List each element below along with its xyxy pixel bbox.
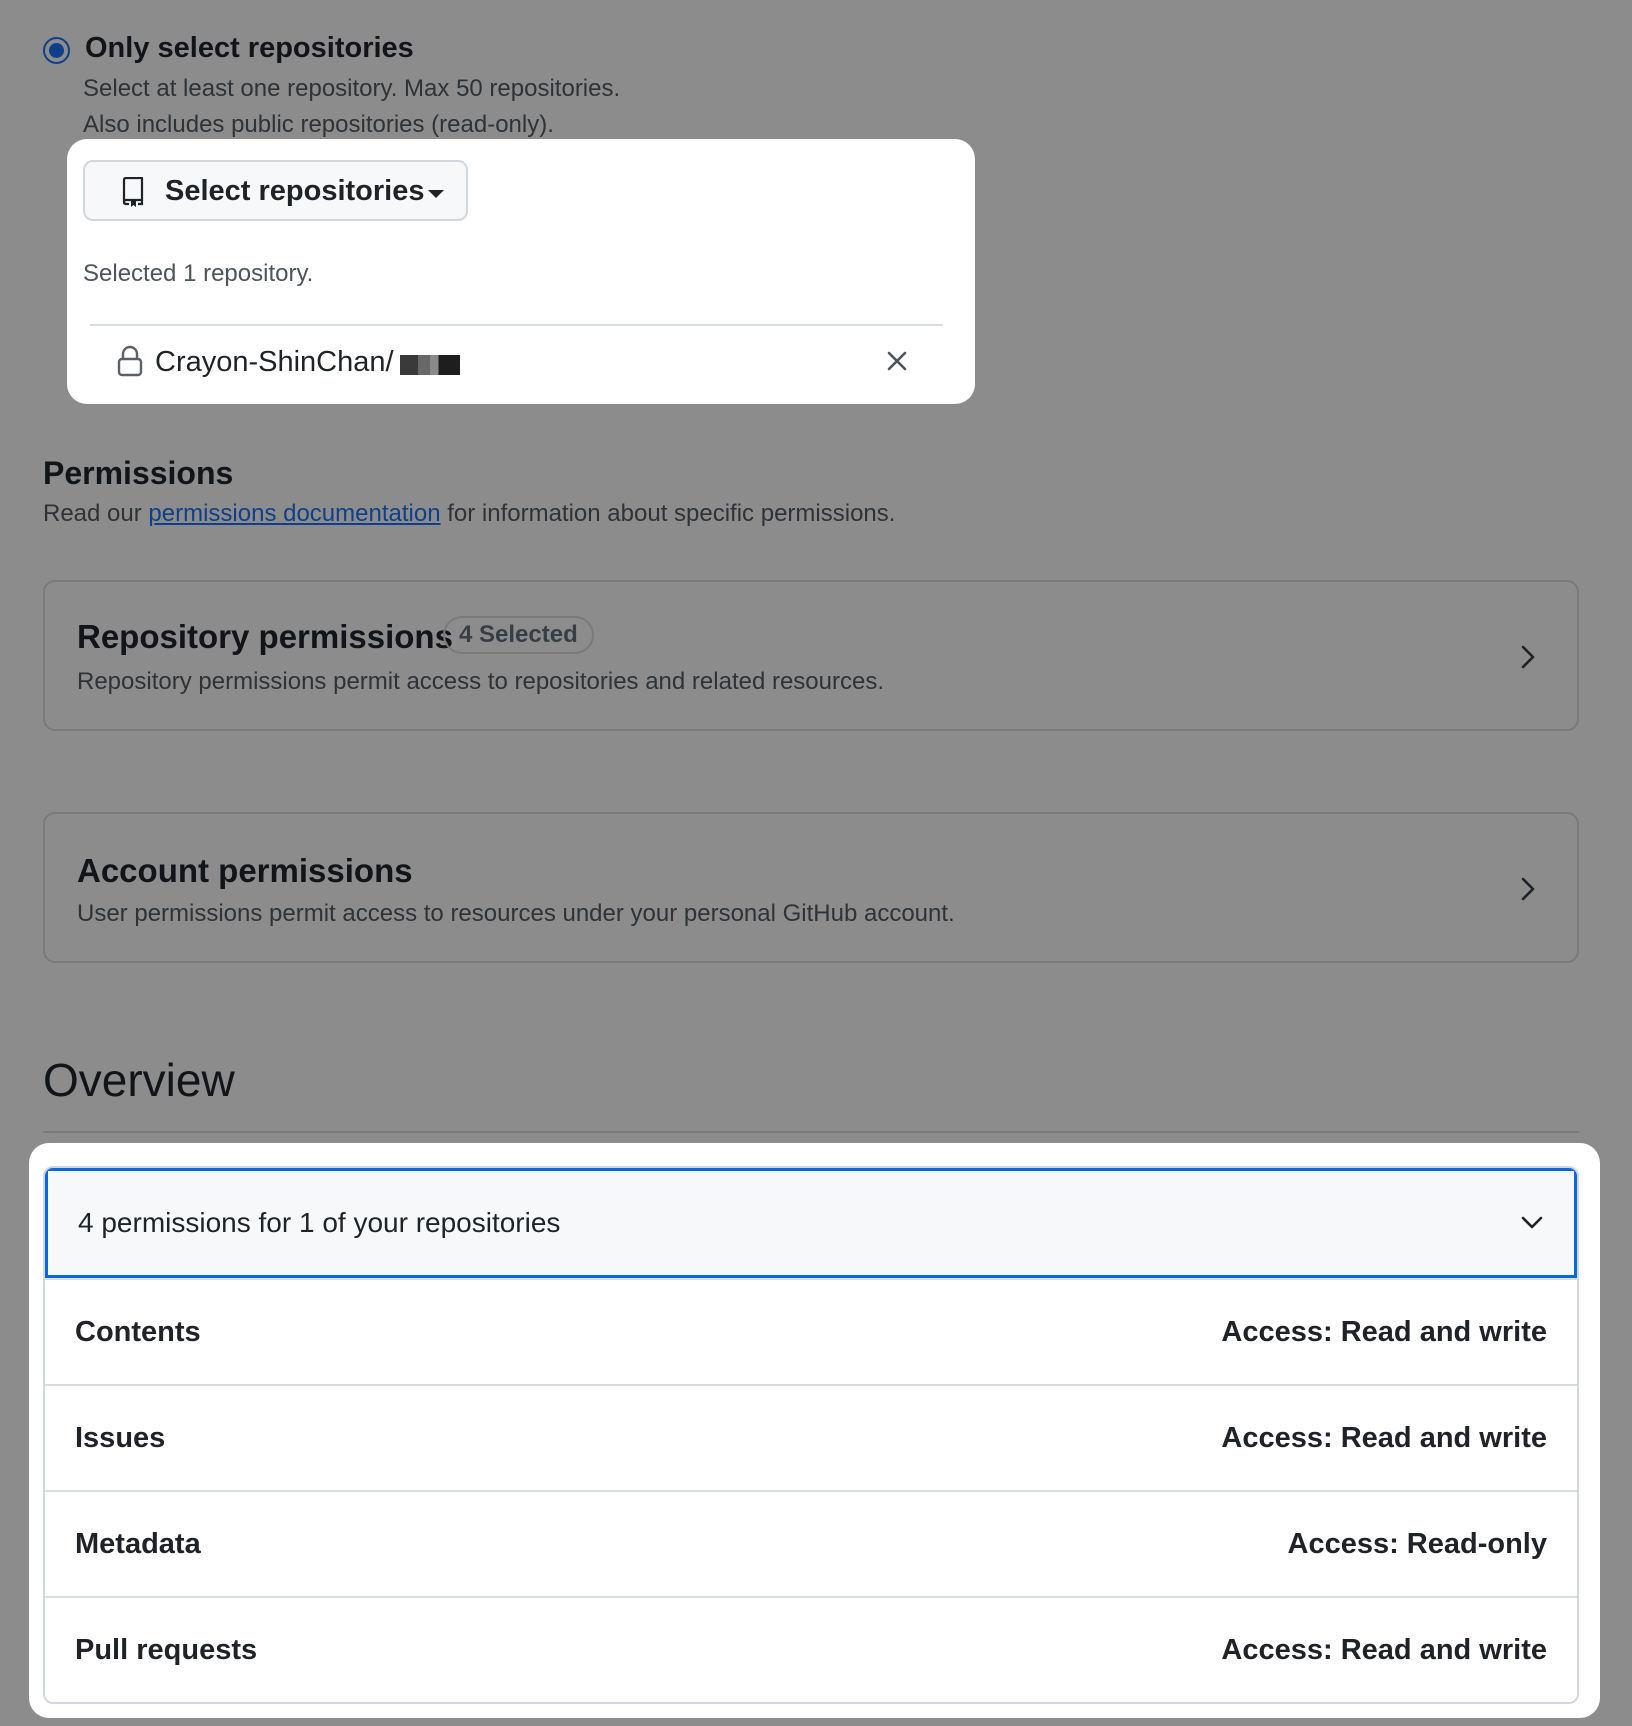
overview-heading: Overview bbox=[43, 1054, 235, 1106]
permission-row-contents bbox=[45, 1278, 1577, 1384]
permission-name: Issues bbox=[75, 1422, 166, 1454]
select-repositories-label: Select repositories bbox=[165, 175, 425, 207]
overview-permissions-list bbox=[43, 1166, 1579, 1704]
permissions-description-suffix: for information about specific permissions. bbox=[440, 500, 896, 527]
permission-row-issues bbox=[45, 1384, 1577, 1490]
permission-row-metadata bbox=[45, 1490, 1577, 1596]
selected-repository-name: Crayon-ShinChan/ bbox=[155, 346, 394, 378]
only-select-repositories-label[interactable]: Only select repositories bbox=[85, 32, 414, 64]
permissions-documentation-link[interactable]: permissions documentation bbox=[148, 500, 441, 527]
divider bbox=[90, 324, 943, 326]
permission-name: Metadata bbox=[75, 1528, 201, 1560]
repository-selection-panel bbox=[67, 139, 975, 404]
only-select-repositories-radio[interactable] bbox=[43, 37, 70, 64]
redacted-repository-suffix bbox=[400, 355, 460, 375]
permission-access: Access: Read and write bbox=[1221, 1634, 1547, 1666]
close-icon[interactable] bbox=[882, 346, 912, 376]
account-permissions-description: User permissions permit access to resources under your personal GitHub account. bbox=[77, 900, 955, 927]
permission-access: Access: Read-only bbox=[1287, 1528, 1547, 1560]
repository-permissions-description: Repository permissions permit access to repositories and related resources. bbox=[77, 668, 885, 695]
selected-repository-count: Selected 1 repository. bbox=[83, 260, 314, 287]
permission-name: Pull requests bbox=[75, 1634, 258, 1666]
permission-row-pull-requests bbox=[45, 1596, 1577, 1702]
account-permissions-card[interactable] bbox=[43, 812, 1579, 963]
permissions-description-prefix: Read our bbox=[43, 500, 149, 527]
chevron-right-icon bbox=[1519, 875, 1537, 903]
permissions-description bbox=[43, 500, 895, 528]
permission-name: Contents bbox=[75, 1316, 201, 1348]
chevron-right-icon bbox=[1519, 643, 1537, 671]
chevron-down-icon bbox=[1520, 1215, 1544, 1231]
permissions-heading: Permissions bbox=[43, 455, 234, 491]
selected-count-badge: 4 Selected bbox=[443, 616, 594, 654]
caret-down-icon bbox=[428, 190, 444, 198]
repo-icon bbox=[121, 177, 145, 207]
select-repositories-button[interactable] bbox=[83, 160, 468, 221]
permission-access: Access: Read and write bbox=[1221, 1422, 1547, 1454]
repository-permissions-title: Repository permissions bbox=[77, 618, 453, 655]
permission-access: Access: Read and write bbox=[1221, 1316, 1547, 1348]
permissions-summary-text: 4 permissions for 1 of your repositories bbox=[78, 1207, 561, 1238]
account-permissions-title: Account permissions bbox=[77, 852, 413, 889]
permissions-summary-toggle[interactable] bbox=[45, 1168, 1577, 1278]
lock-icon bbox=[117, 345, 143, 377]
repository-permissions-card[interactable] bbox=[43, 580, 1579, 731]
divider bbox=[43, 1131, 1579, 1133]
public-repositories-note: Also includes public repositories (read-only). bbox=[83, 111, 554, 138]
repository-limit-description: Select at least one repository. Max 50 repositories. bbox=[83, 75, 621, 102]
